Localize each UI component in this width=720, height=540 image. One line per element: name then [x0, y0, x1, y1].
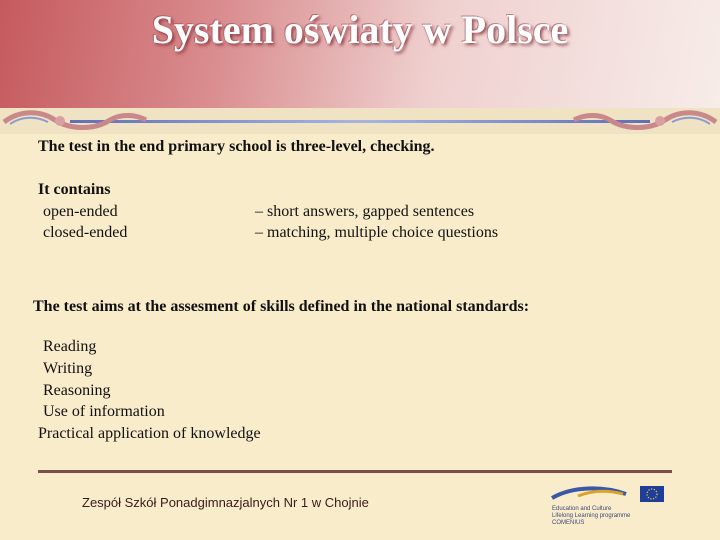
contains-heading: It contains [38, 181, 111, 198]
logo-text: Education and Culture [552, 506, 612, 512]
logo-text: COMENIUS [552, 520, 585, 526]
test-type-desc: – short answers, gapped sentences [255, 203, 475, 220]
scroll-ornament-icon [0, 108, 150, 132]
intro-text: The test in the end primary school is three-level, checking. [38, 138, 435, 155]
footer-rule [38, 470, 672, 473]
test-type-desc: – matching, multiple choice questions [255, 224, 499, 241]
scroll-ornament-icon [570, 108, 720, 132]
skill-item: Practical application of knowledge [38, 425, 261, 442]
ornament-rule [70, 120, 650, 123]
skill-item: Reasoning [43, 382, 111, 399]
skill-item: Writing [43, 360, 93, 377]
aims-text: The test aims at the assesment of skills defined in the national standards: [33, 298, 530, 315]
skill-item: Reading [43, 338, 97, 355]
slide-title: System oświaty w Polsce [151, 7, 569, 52]
eu-flag-icon [640, 486, 664, 502]
test-type-name: open-ended [43, 203, 118, 220]
test-type-name: closed-ended [43, 224, 128, 241]
skill-item: Use of information [43, 403, 165, 420]
school-name: Zespół Szkół Ponadgimnazjalnych Nr 1 w Chojnie [82, 495, 369, 510]
comenius-logo [548, 480, 668, 530]
logo-text: Lifelong Learning programme [552, 513, 631, 519]
